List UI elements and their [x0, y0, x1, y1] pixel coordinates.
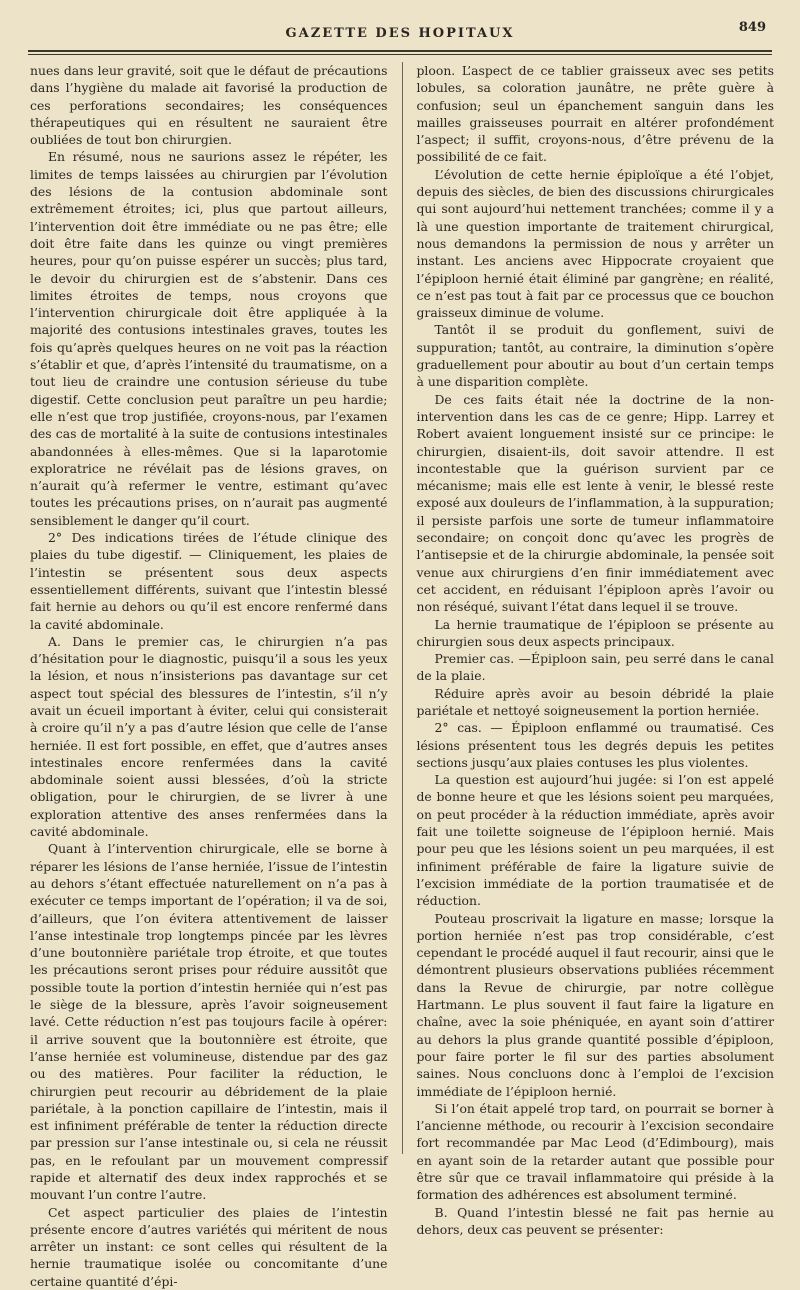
- paragraph: La question est aujourd’hui jugée: si l’on est appelé de bonne heure et que les lésions soient peu marquées, on peut procéder à la réduction immédiate, après avoir fait une toilette soigneuse de l’épiploon hernié. Mais pour peu que les lésions soient un peu marquées, il est infiniment préférable de faire la ligature suivie de l’excision immédiate de la portion traumatisée et de réduction.: [416, 772, 774, 909]
- text-columns: [30, 62, 774, 1289]
- header-rule-thin: [28, 54, 772, 55]
- page-number: 849: [738, 20, 766, 35]
- paragraph: B. Quand l’intestin blessé ne fait pas hernie au dehors, deux cas peuvent se présenter:: [416, 1204, 774, 1237]
- paragraph: Si l’on était appelé trop tard, on pourrait se borner à l’ancienne méthode, ou recourir à l’excision secondaire fort recommandée par Mac Leod (d’Edimbourg), mais en ayant soin de la retarder autant que possible pour être sûr que ce travail inflammatoire qui préside à la formation des adhérences est absolument terminé.: [416, 1100, 774, 1203]
- paragraph: 2° Des indications tirées de l’étude clinique des plaies du tube digestif. — Cliniquement, les plaies de l’intestin se présentent sous deux aspects essentiellement différents, suivant que l’intestin blessé fait hernie au dehors ou qu’il est encore renfermé dans la cavité abdominale.: [30, 530, 388, 632]
- paragraph: Quant à l’intervention chirurgicale, elle se borne à réparer les lésions de l’anse herniée, l’issue de l’intestin au dehors s’étant effectuée naturellement on n’a pas à exécuter ce temps important de l’opération; il va de soi, d’ailleurs, que l’on évitera attentivement de laisser l’anse intestinale trop longtemps pincée par les lèvres d’une boutonnière pariétale trop étroite, et que toutes les précautions seront prises pour réduire aussitôt que possible toute la portion d’intestin herniée qui n’est pas le siège de la blessure, après l’avoir soigneusement lavé. Cette réduction n’est pas toujours facile à opérer: il arrive souvent que la boutonnière est étroite, que l’anse herniée est volumineuse, distendue par des gaz ou des matières. Pour faciliter la réduction, le chirurgien peut recourir au débridement de la plaie pariétale, à la ponction capillaire de l’intestin, mais il est infiniment préférable de tenter la réduction directe par pression sur l’anse intestinale ou, si cela ne réussit pas, en le refoulant par un mouvement compressif rapide et alternatif des deux index rapprochés et se mouvant l’un contre l’autre.: [30, 841, 388, 1203]
- column-divider: [402, 62, 403, 1154]
- paragraph: ploon. L’aspect de ce tablier graisseux avec ses petits lobules, sa coloration jaunâtre, ne prête guère à confusion; seul un épanchement sanguin dans les mailles graisseuses pourrait en altérer profondément l’aspect; il suffit, croyons-nous, d’être prévenu de la possibilité de ce fait.: [416, 63, 774, 165]
- paragraph: En résumé, nous ne saurions assez le répéter, les limites de temps laissées au chirurgien par l’évolution des lésions de la contusion abdominale sont extrêmement étroites; ici, plus que partout ailleurs, l’intervention doit être immédiate ou ne pas être; elle doit être faite dans les quinze ou vingt premières heures, pour qu’on puisse espérer un succès; plus tard, le devoir du chirurgien est de s’abstenir. Dans ces limites étroites de temps, nous croyons que l’intervention chirurgicale doit être appliquée à la majorité des contusions intestinales graves, toutes les fois qu’après quelques heures on ne voit pas la réaction s’établir et que, d’après l’intensité du traumatisme, on a tout lieu de craindre une contusion sérieuse du tube digestif. Cette conclusion peut paraître un peu hardie; elle n’est que trop justifiée, croyons-nous, par l’examen des cas de mortalité à la suite de contusions intestinales abandonnées à elles-mêmes. Que si la laparotomie exploratrice ne révélait pas de lésions graves, on n’aurait qu’à refermer le ventre, estimant qu’avec toutes les précautions prises, on n’aurait pas augmenté sensiblement le danger qu’il court.: [30, 149, 388, 528]
- left-column: [30, 62, 388, 1289]
- running-title: GAZETTE DES HOPITAUX: [285, 26, 515, 41]
- paragraph: Premier cas. —Épiploon sain, peu serré dans le canal de la plaie.: [416, 651, 774, 684]
- paragraph: Cet aspect particulier des plaies de l’intestin présente encore d’autres variétés qui méritent de nous arrêter un instant: ce sont celles qui résultent de la hernie traumatique isolée ou concomitante d’une certaine quantité d’épi-: [30, 1204, 388, 1289]
- paragraph: Tantôt il se produit du gonflement, suivi de suppuration; tantôt, au contraire, la diminution s’opère graduellement pour aboutir au bout d’un certain temps à une disparition complète.: [416, 322, 774, 390]
- paragraph: 2° cas. — Épiploon enflammé ou traumatisé. Ces lésions présentent tous les degrés depuis les petites sections jusqu’aux plaies contuses les plus violentes.: [416, 720, 774, 770]
- paragraph: A. Dans le premier cas, le chirurgien n’a pas d’hésitation pour le diagnostic, puisqu’il a sous les yeux la lésion, et nous n’insisterions pas davantage sur cet aspect tout spécial des blessures de l’intestin, s’il n’y avait un écueil important à éviter, celui qui consisterait à croire qu’il n’y a pas d’autre lésion que celle de l’anse herniée. Il est fort possible, en effet, que d’autres anses intestinales encore renfermées dans la cavité abdominale soient aussi blessées, d’où la stricte obligation, pour le chirurgien, de se livrer à une exploration attentive des anses renfermées dans la cavité abdominale.: [30, 633, 388, 840]
- paragraph: De ces faits était née la doctrine de la non-intervention dans les cas de ce genre; Hipp. Larrey et Robert avaient longuement insisté sur ce principe: le chirurgien, disaient-ils, doit savoir attendre. Il est incontestable que la guérison survient par ce mécanisme; mais elle est lente à venir, le blessé reste exposé aux douleurs de l’inflammation, à la suppuration; il persiste parfois une sorte de tumeur inflammatoire secondaire; on conçoit donc qu’avec les progrès de l’antisepsie et de la chirurgie abdominale, la pensée soit venue aux chirurgiens d’en finir immédiatement avec cet accident, en réduisant l’épiploon après l’avoir ou non réséqué, suivant l’état dans lequel il se trouve.: [416, 391, 774, 615]
- page-header: [28, 18, 772, 46]
- paragraph: Réduire après avoir au besoin débridé la plaie pariétale et nettoyé soigneusement la portion herniée.: [416, 685, 774, 718]
- paragraph: La hernie traumatique de l’épiploon se présente au chirurgien sous deux aspects principaux.: [416, 616, 774, 649]
- right-column: [416, 62, 775, 1237]
- paragraph: L’évolution de cette hernie épiploïque a été l’objet, depuis des siècles, de bien des discussions chirurgicales qui sont aujourd’hui nettement tranchées; comme il y a là une question importante de traitement chirurgical, nous demandons la permission de nous y arrêter un instant. Les anciens avec Hippocrate croyaient que l’épiploon hernié était éliminé par gangrène; en réalité, ce n’est pas tout à fait par ce processus que ce bouchon graisseux diminue de volume.: [416, 166, 774, 321]
- header-rule: [28, 50, 772, 52]
- paragraph: nues dans leur gravité, soit que le défaut de précautions dans l’hygiène du malade ait favorisé la production de ces perforations secondaires; les conséquences thérapeutiques qui en résultent ne sauraient être oubliées de tout bon chirurgien.: [30, 63, 388, 148]
- paragraph: Pouteau proscrivait la ligature en masse; lorsque la portion herniée n’est pas trop considérable, c’est cependant le procédé auquel il faut recourir, ainsi que le démontrent plusieurs observations publiées récemment dans la Revue de chirurgie, par notre collègue Hartmann. Le plus souvent il faut faire la ligature en chaîne, avec la soie phéniquée, en ayant soin d’attirer au dehors la plus grande quantité possible d’épiploon, pour faire porter le fil sur des parties absolument saines. Nous concluons donc à l’emploi de l’excision immédiate de l’épiploon hernié.: [416, 910, 774, 1099]
